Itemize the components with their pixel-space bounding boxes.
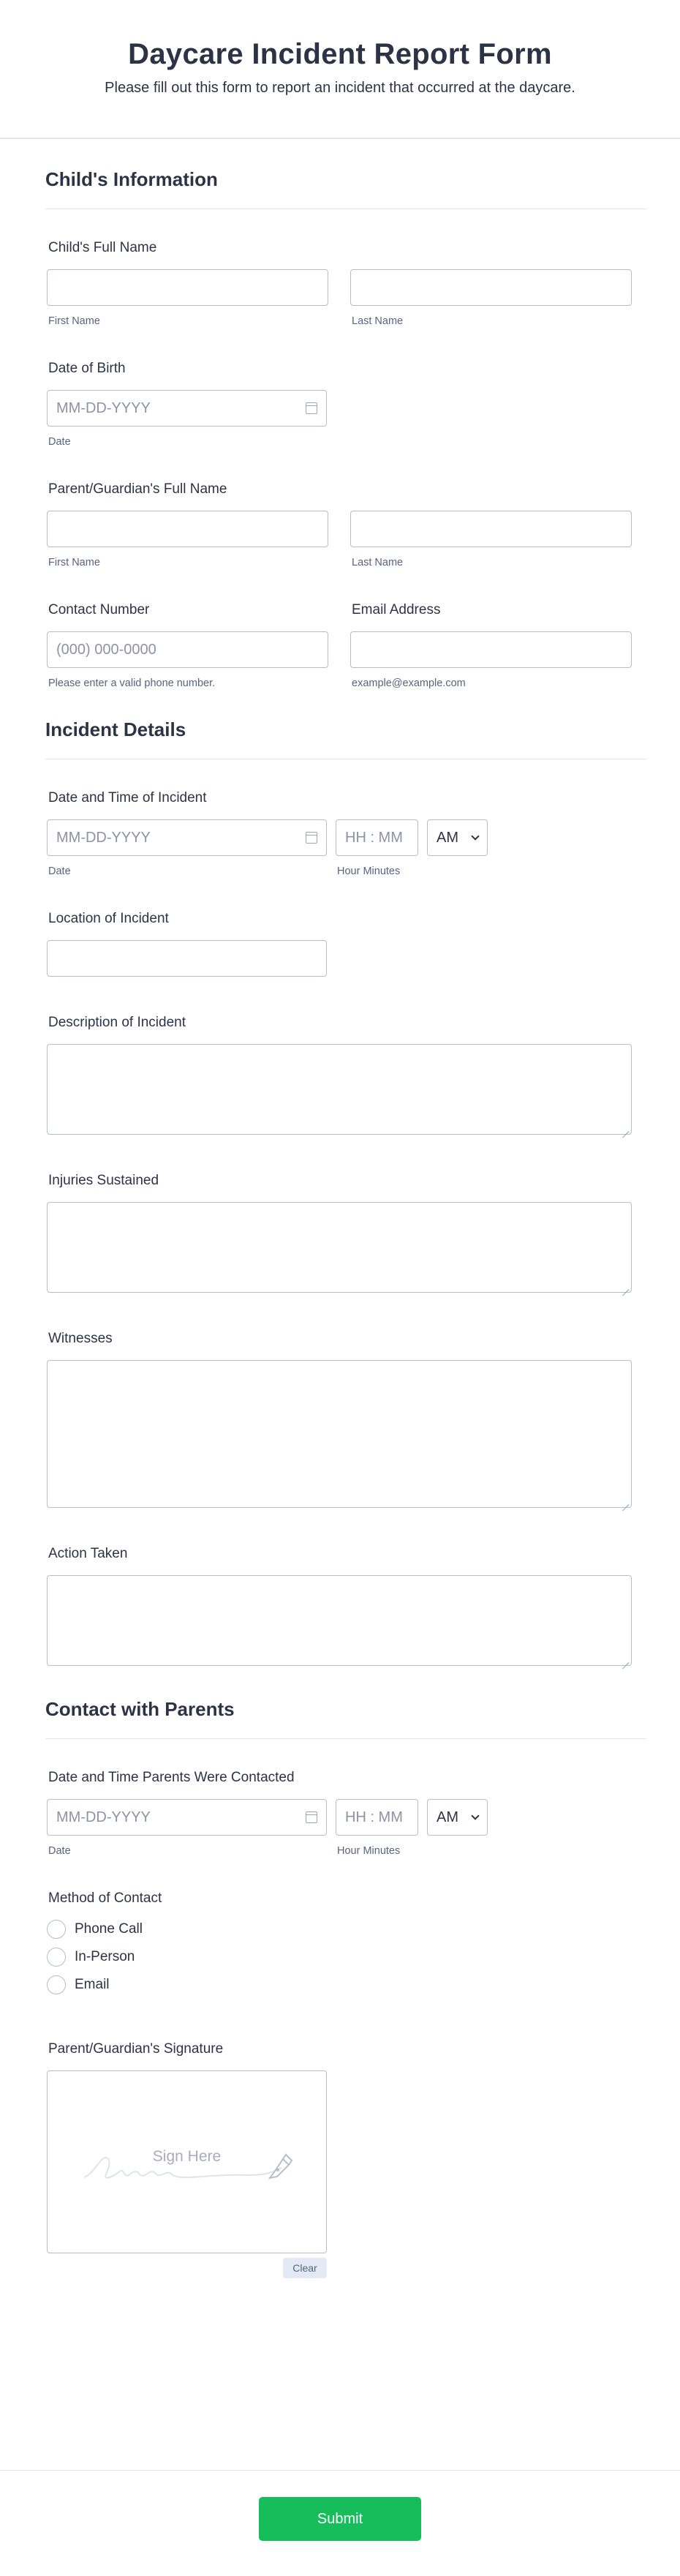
calendar-icon[interactable] (306, 1811, 317, 1823)
description-textarea[interactable] (47, 1044, 632, 1135)
sublabel: Last Name (352, 315, 404, 327)
field-label: Child's Full Name (48, 240, 157, 255)
field-label: Date of Birth (48, 361, 126, 376)
resize-handle-icon[interactable] (622, 1656, 629, 1663)
location-input[interactable] (47, 940, 327, 977)
resize-handle-icon[interactable] (622, 1283, 629, 1290)
form-title: Daycare Incident Report Form (128, 38, 552, 70)
incident-date-input[interactable] (47, 819, 327, 856)
signature-pad[interactable] (47, 2070, 327, 2253)
radio-phone-call[interactable] (47, 1920, 633, 1939)
field-label: Parent/Guardian's Signature (48, 2041, 224, 2057)
parent-name-field (47, 481, 633, 602)
description-field (47, 1015, 633, 1173)
sublabel: Date (48, 865, 71, 877)
time-placeholder: HH : MM (345, 1809, 403, 1825)
field-label: Method of Contact (48, 1890, 162, 1906)
sublabel: First Name (48, 557, 100, 568)
calendar-icon[interactable] (306, 402, 317, 414)
sublabel: Hour Minutes (337, 1845, 401, 1857)
signature-placeholder: Sign Here (152, 2148, 222, 2165)
dob-placeholder: MM-DD-YYYY (56, 399, 151, 416)
contact-ampm-select[interactable] (427, 1799, 488, 1836)
field-label: Witnesses (48, 1331, 113, 1346)
form-header (0, 0, 680, 139)
injuries-field (47, 1173, 633, 1331)
sublabel: First Name (48, 315, 100, 327)
section-title: Contact with Parents (45, 1698, 235, 1720)
section-child-info (45, 139, 646, 209)
form-subtitle: Please fill out this form to report an incident that occurred at the daycare. (105, 80, 575, 96)
resize-handle-icon[interactable] (622, 1498, 629, 1505)
email-input[interactable] (350, 631, 632, 668)
dob-field (47, 361, 633, 481)
sublabel: example@example.com (352, 677, 466, 689)
ampm-value: AM (437, 1809, 458, 1825)
submit-button[interactable]: Submit (259, 2497, 421, 2541)
section-title: Child's Information (45, 168, 218, 190)
signature-field (47, 2041, 633, 2312)
chevron-down-icon (471, 832, 479, 840)
incident-time-input[interactable] (336, 819, 418, 856)
action-field (47, 1546, 633, 1698)
sublabel: Please enter a valid phone number. (48, 677, 216, 689)
chevron-down-icon (471, 1811, 479, 1820)
radio-email[interactable] (47, 1975, 633, 1994)
form-footer (0, 2470, 680, 2576)
method-field (47, 1890, 633, 2041)
field-label: Email Address (352, 602, 441, 617)
child-name-field (47, 218, 633, 361)
field-label: Date and Time Parents Were Contacted (48, 1770, 295, 1785)
sublabel: Date (48, 1845, 71, 1857)
incident-ampm-select[interactable] (427, 819, 488, 856)
phone-input[interactable] (47, 631, 328, 668)
contact-date-input[interactable] (47, 1799, 327, 1836)
resize-handle-icon[interactable] (622, 1124, 629, 1132)
field-label: Description of Incident (48, 1015, 186, 1030)
radio-button[interactable] (47, 1920, 66, 1939)
radio-label: In-Person (75, 1949, 135, 1964)
field-label: Parent/Guardian's Full Name (48, 481, 227, 497)
radio-label: Phone Call (75, 1921, 143, 1937)
dob-input[interactable] (47, 390, 327, 427)
radio-in-person[interactable] (47, 1948, 633, 1967)
field-label: Location of Incident (48, 911, 169, 926)
section-incident (45, 718, 646, 759)
section-contact (45, 1698, 646, 1739)
clear-signature-button[interactable]: Clear (283, 2258, 327, 2278)
parent-last-name-input[interactable] (350, 511, 632, 547)
phone-placeholder: (000) 000-0000 (56, 641, 156, 658)
child-first-name-input[interactable] (47, 269, 328, 306)
field-label: Contact Number (48, 602, 150, 617)
date-placeholder: MM-DD-YYYY (56, 1809, 151, 1825)
location-field (47, 911, 633, 1015)
sublabel: Date (48, 436, 71, 448)
date-placeholder: MM-DD-YYYY (56, 829, 151, 846)
contact-row (47, 602, 633, 718)
radio-label: Email (75, 1977, 110, 1992)
parent-first-name-input[interactable] (47, 511, 328, 547)
action-textarea[interactable] (47, 1575, 632, 1666)
sublabel: Last Name (352, 557, 404, 568)
injuries-textarea[interactable] (47, 1202, 632, 1293)
incident-datetime-field (47, 768, 633, 911)
section-title: Incident Details (45, 718, 186, 740)
contact-datetime-field (47, 1748, 633, 1890)
child-last-name-input[interactable] (350, 269, 632, 306)
field-label: Date and Time of Incident (48, 790, 207, 806)
witnesses-field (47, 1331, 633, 1546)
sublabel: Hour Minutes (337, 865, 401, 877)
time-placeholder: HH : MM (345, 829, 403, 846)
radio-button[interactable] (47, 1948, 66, 1967)
calendar-icon[interactable] (306, 832, 317, 844)
ampm-value: AM (437, 829, 458, 846)
form-body (0, 139, 680, 2312)
witnesses-textarea[interactable] (47, 1360, 632, 1508)
field-label: Injuries Sustained (48, 1173, 159, 1188)
field-label: Action Taken (48, 1546, 128, 1561)
radio-button[interactable] (47, 1975, 66, 1994)
contact-time-input[interactable] (336, 1799, 418, 1836)
